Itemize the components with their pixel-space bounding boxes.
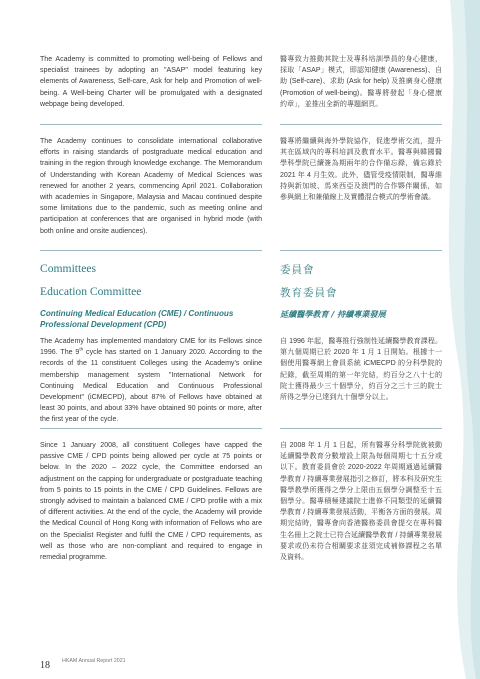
ordinal-suffix: th <box>79 346 84 352</box>
cme-cpd-heading-en: Continuing Medical Education (CME) / Continuous Professional Development (CPD) <box>40 309 234 329</box>
wellbeing-paragraph-zh: 醫專致力推動其院士及專科培訓學員的身心健康，採取「ASAP」模式，即認知健康 (Awareness)、自助 (Self-care)、求助 (Ask for help) 及推廣身心健康 (Promotion of well-being)。醫專將發起「身心健康約章」，並推出全新的專題網頁。 <box>280 56 442 108</box>
wellbeing-paragraph-en: The Academy is committed to promoting well-being of Fellows and specialist trainees by adopting an "ASAP" model featuring key elements of Awareness, Self-care, Ask for help and Promotion of well-being. A Well-being Charter will be promulgated with a designated webpage being developed. <box>40 56 262 108</box>
page-footer <box>40 655 126 673</box>
committee-title-en: Education Committee <box>40 285 142 298</box>
page-number: 18 <box>40 660 50 671</box>
divider <box>40 428 262 429</box>
section-title-en: Committees <box>40 262 97 275</box>
divider <box>40 250 262 251</box>
cme-cap-paragraph-en: Since 1 January 2008, all constituent Colleges have capped the passive CME / CPD points being allowed per cycle at 75 points or below. In the 2020 – 2022 cycle, the Committee endorsed an adjustment on the capping for undergraduate or postgraduate teaching from 5 points to 15 points in the CME / CPD Guidelines. Fellows are strongly advised to maintain a balanced CME / CPD profile with a mix of different activities. At the end of the cycle, the Academy will provide the Medical Council of Hong Kong with information of Fellows who are on the Specialist Register and fulfil the CME / CPD requirements, as well as those who are non-compliant and required to engage in remedial programme. <box>40 442 262 562</box>
divider <box>280 428 442 429</box>
cme-cap-paragraph-zh: 自 2008 年 1 月 1 日起，所有醫專分科學院就被動延續醫學教育分數增設上限為每個周期七十五分或以下。教育委員會於 2020-2022 年周期通過延續醫學教育 / 持續專業發展指引之修訂，將本科及研究生醫學教學所獲得之學分上限由五個學分調整至十五個學分。醫專積極建議院士進修不同類型的延續醫學教育 / 持續專業發展活動，平衡各方面的發展。周期完結時，醫專會向香港醫務委員會提交在專科醫生名冊上之院士已符合延續醫學教育 / 持續專業發展要求或仍未符合相關要求並須完成補修課程之名單及資料。 <box>280 442 442 562</box>
cme-cycle-paragraph-en: The Academy has implemented mandatory CME for its Fellows since 1996. The 9th cycle has started on 1 January 2020. According to the records of the 11 constituent Colleges using the Academy's online membership management system "International Network for Continuing Medical Education and Continuous Professional Development" (iCMECPD), about 87% of Fellows have obtained at least 30 points, and about 33% have obtained 90 points or more, after the first year of the cycle. <box>40 338 262 424</box>
report-title: HKAM Annual Report 2021 <box>62 658 126 664</box>
cme-cycle-paragraph-zh: 自 1996 年起，醫專推行強制性延續醫學教育課程。第九個周期已於 2020 年 1 月 1 日開始。根據十一個使用醫專網上會員系統 iCMECPD 的分科學院的紀錄，截至周期的第一年完結，約百分之八十七的院士獲得最少三十個學分，約百分之三十三的院士所得之學分已達到九十個學分以上。 <box>280 338 442 402</box>
section-title-zh: 委員會 <box>280 264 315 276</box>
divider <box>280 124 442 125</box>
international-collaboration-paragraph-zh: 醫專將繼續與海外學院協作，促進學術交流，提升其在區域內的專科培訓及教育水平。醫專與韓國醫學科學院已續簽為期兩年的合作備忘錄，備忘錄於 2021 年 4 月生效。此外，儘管受疫情限制，醫專維持與新加坡、馬來西亞及澳門的合作夥伴關係，如參與網上和兼備線上及實體混合模式的學術會議。 <box>280 138 442 202</box>
international-collaboration-paragraph-en: The Academy continues to consolidate international collaborative efforts in raising standards of postgraduate medical education and training in the region through knowledge exchange. The Memorandum of Understanding with Korean Academy of Medical Sciences was renewed for another 2 years, commencing April 2021. Collaboration with academies in Singapore, Malaysia and Macau continued despite some limitations due to the pandemic, such as meeting online and participation at conferences that are organised in hybrid mode (with both online and onsite audiences). <box>40 138 262 235</box>
divider <box>40 124 262 125</box>
cme-cpd-heading-zh: 延續醫學教育 / 持續專業發展 <box>280 309 386 319</box>
committee-title-zh: 教育委員會 <box>280 287 338 299</box>
divider <box>280 250 442 251</box>
